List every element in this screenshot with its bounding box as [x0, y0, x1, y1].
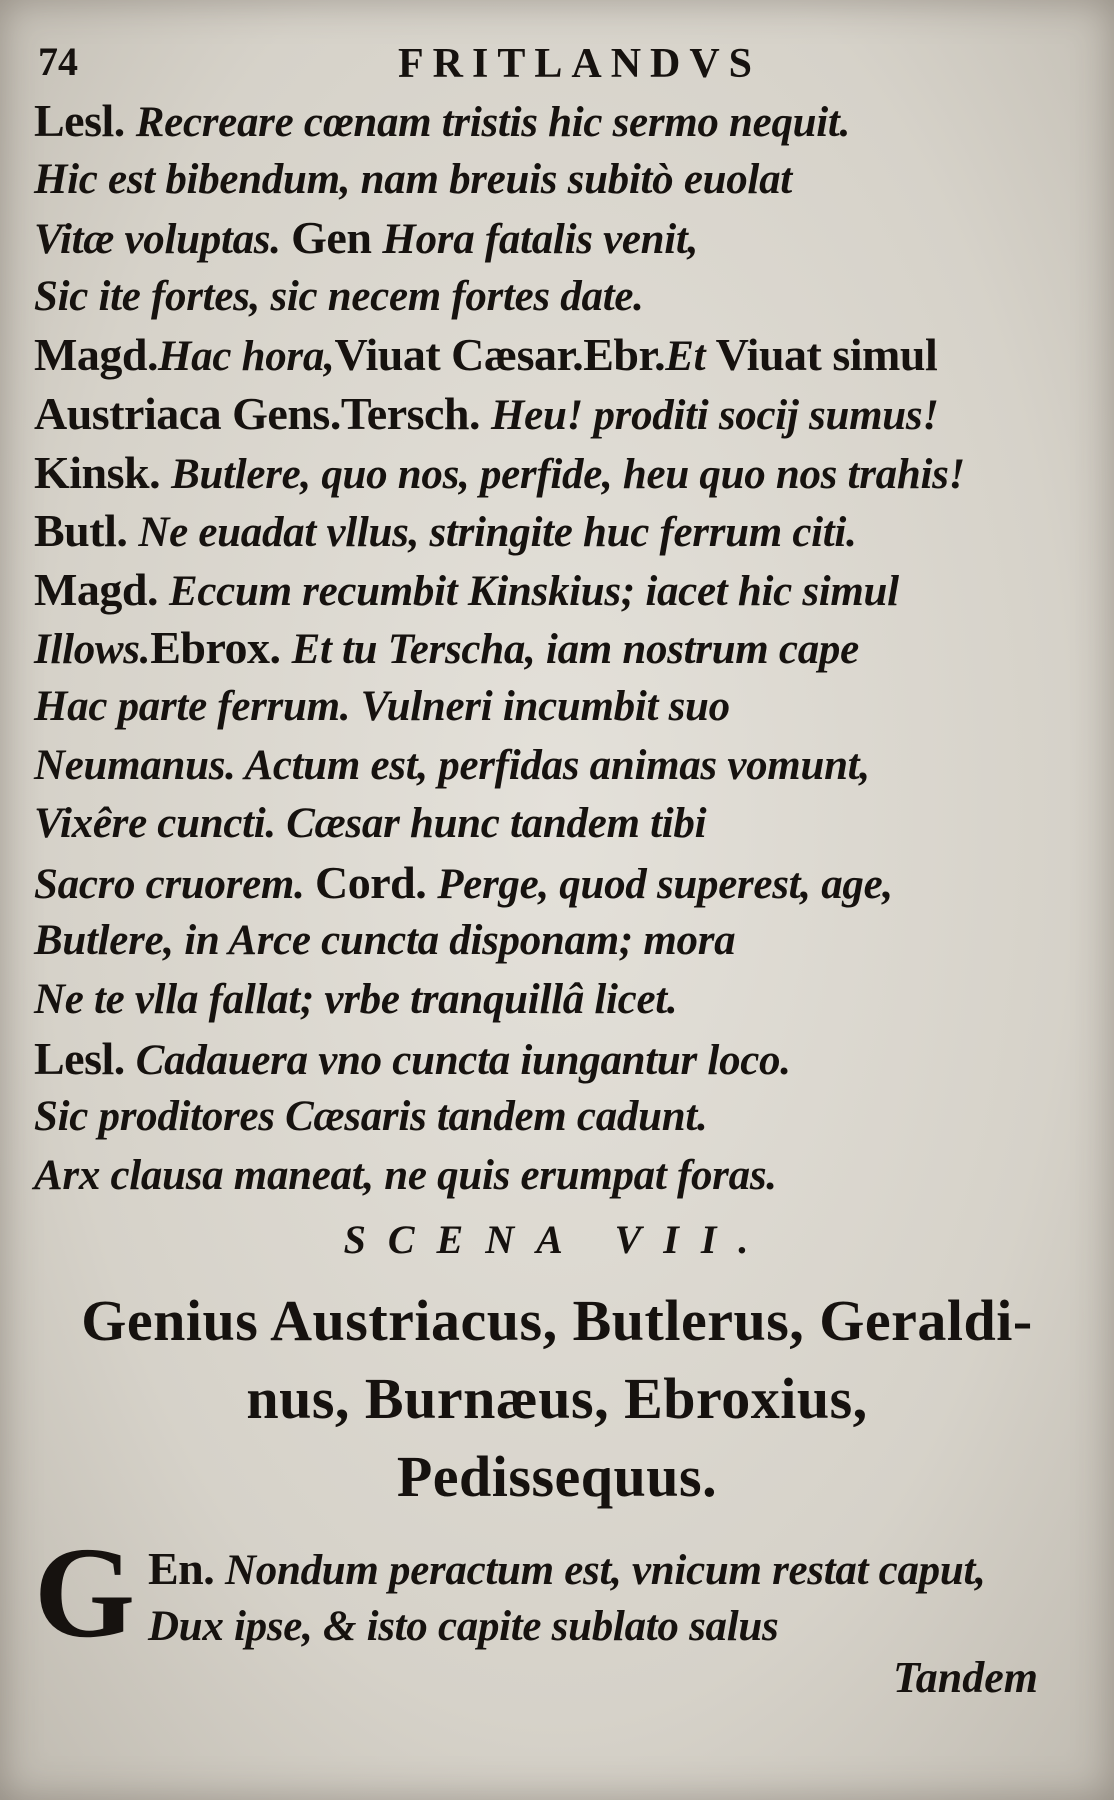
speaker-label: Magd. — [34, 329, 158, 381]
running-title: FRITLANDVS — [398, 41, 762, 87]
verse-line — [34, 912, 1054, 971]
page-header — [38, 38, 1038, 88]
speaker-label: Viuat simul — [715, 329, 938, 381]
speech-text: Et tu Terscha, iam nostrum cape — [291, 626, 859, 674]
verse-line — [34, 678, 1054, 737]
verse-line — [34, 619, 1054, 678]
speech-line — [148, 1602, 778, 1651]
verse-line — [34, 1030, 1054, 1089]
verse-block — [34, 92, 1054, 1205]
verse-line — [34, 385, 1054, 444]
page-number: 74 — [38, 39, 78, 84]
speech-text: Perge, quod superest, age, — [437, 860, 893, 908]
speech-text: Cadauera vno cuncta iungantur loco. — [135, 1036, 791, 1084]
speech-text: Hac hora, — [158, 333, 335, 381]
verse-line — [34, 1088, 1054, 1147]
speaker-label: Lesl. — [34, 1032, 136, 1084]
speaker-label: Kinsk. — [34, 446, 172, 498]
speech-text: Arx clausa maneat, ne quis erumpat foras. — [34, 1151, 777, 1199]
speech-text: Ne euadat vllus, stringite huc ferrum citi. — [138, 509, 857, 557]
speech-text: Hora fatalis venit, — [382, 216, 699, 264]
verse-line — [34, 737, 1054, 796]
speech-text: Sic ite fortes, sic necem fortes date. — [34, 272, 644, 320]
speaker-label: Butl. — [34, 505, 139, 557]
speech-text: Et — [665, 333, 716, 381]
verse-line — [34, 326, 1054, 385]
speech-text: Nondum peractum est, vnicum restat caput, — [225, 1547, 986, 1594]
speech-text: Heu! proditi socij sumus! — [491, 391, 939, 439]
speech-text: Butlere, quo nos, perfide, heu quo nos trahis! — [171, 450, 965, 498]
scene-heading: SCENA VII. — [343, 1217, 771, 1262]
catchword: Tandem — [892, 1653, 1038, 1702]
verse-line — [34, 971, 1054, 1030]
speech-text: Hic est bibendum, nam breuis subitò euolat — [34, 155, 792, 203]
speech-text: Neumanus. Actum est, perfidas animas vomunt, — [34, 741, 870, 789]
speech-text: Illows. — [34, 626, 151, 674]
verse-line — [34, 92, 1054, 151]
verse-line — [34, 502, 1054, 561]
speech-text: Vitæ voluptas. — [34, 216, 292, 264]
speaker-label: En. — [148, 1543, 215, 1594]
speaker-label: Cord. — [314, 856, 438, 908]
speaker-label: Magd. — [34, 563, 169, 615]
speech-text: Hac parte ferrum. Vulneri incumbit suo — [34, 682, 730, 730]
speech-text: Sacro cruorem. — [34, 860, 315, 908]
cast-list — [20, 1282, 1094, 1516]
cast-line: nus, Burnæus, Ebroxius, — [246, 1366, 868, 1431]
verse-line — [34, 561, 1054, 620]
speaker-label: Austriaca Gens.Tersch. — [34, 387, 492, 439]
speech-text: Vixêre cuncti. Cæsar hunc tandem tibi — [34, 800, 707, 848]
verse-line — [34, 1147, 1054, 1206]
cast-line: Pedissequus. — [396, 1444, 718, 1509]
verse-line — [34, 151, 1054, 210]
speech-text: Butlere, in Arce cuncta disponam; mora — [34, 917, 736, 965]
speaker-label: Viuat Cæsar.Ebr. — [334, 329, 666, 381]
speech-text: Sic proditores Cæsaris tandem cadunt. — [34, 1093, 708, 1141]
speaker-label: Lesl. — [34, 95, 136, 146]
speech-text: Recreare cœnam tristis hic sermo nequit. — [135, 99, 851, 146]
speech-line — [148, 1542, 986, 1595]
cast-line: Genius Austriacus, Butlerus, Geraldi- — [81, 1288, 1033, 1353]
verse-line — [34, 854, 1054, 913]
verse-line — [34, 444, 1054, 503]
verse-line — [34, 795, 1054, 854]
verse-line — [34, 268, 1054, 327]
speaker-label: Gen — [291, 212, 383, 264]
speech-text: Dux ipse, & isto capite sublato salus — [148, 1603, 779, 1650]
speech-text: Eccum recumbit Kinskius; iacet hic simul — [169, 567, 899, 615]
speaker-label: Ebrox. — [150, 622, 292, 674]
verse-line — [34, 209, 1054, 268]
speech-text: Ne te vlla fallat; vrbe tranquillâ licet. — [34, 975, 678, 1023]
drop-cap: G — [34, 1521, 136, 1665]
